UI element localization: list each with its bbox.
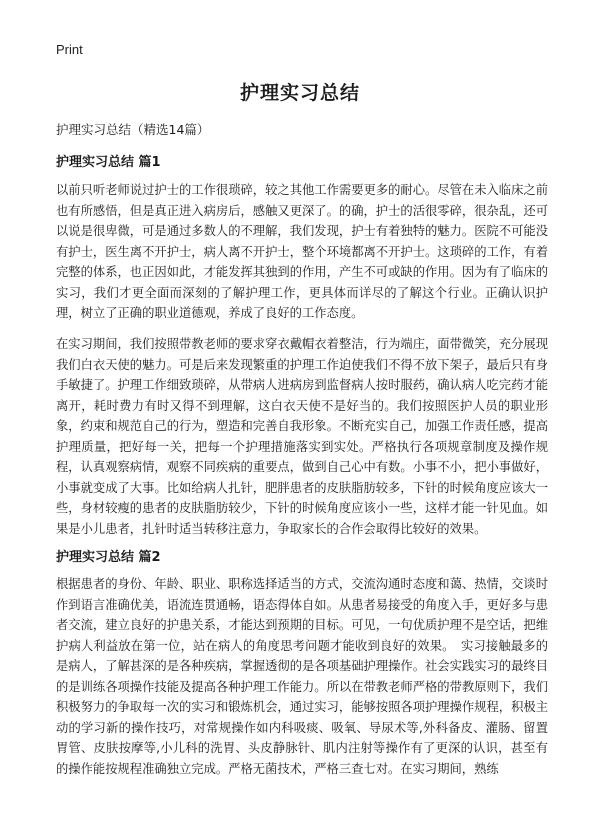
print-label: Print [56,42,83,57]
section-1-paragraph-2: 在实习期间，我们按照带教老师的要求穿衣戴帽衣着整洁，行为端庄，面带微笑，充分展现我们白衣天使的魅力。可是后来发现繁重的护理工作迫使我们不得不放下架子，最后只有身手敏捷了。护理工作细致琐碎，从带病人进病房到监督病人按时服药，确认病人吃完药才能离开，耗时费力有时又得不到理解，这白衣天使不是好当的。我们按照医护人员的职业形象，约束和规范自己的行为，塑造和完善自我形象。不断充实自己，加强工作责任感，提高护理质量，把好每一关，把每一个护理措施落实到实处。严格执行各项规章制度及操作规程，认真观察病情，观察不同疾病的重要点，做到自己心中有数。小事不小，把小事做好，小事就变成了大事。比如给病人扎针，肥胖患者的皮肤脂肪较多，下针的时候角度应该大一些，身材较瘦的患者的皮肤脂肪较少，下针的时候角度应该小一些，这样才能一针见血。如果是小儿患者，扎针时适当转移注意力，争取家长的合作会取得比较好的效果。 [56,337,548,536]
section-heading-2: 护理实习总结 篇2 [56,550,161,565]
document-title: 护理实习总结 [239,82,360,104]
section-heading-1: 护理实习总结 篇1 [56,155,161,170]
section-1-paragraph-1: 以前只听老师说过护士的工作很琐碎，较之其他工作需要更多的耐心。尽管在未入临床之前也有所感悟，但是真正进入病房后，感触又更深了。的确，护士的活很零碎，很杂乱，还可以说是很卑微，可是通过多数人的不理解，我们发现，护士有着独特的魅力。医院不可能没有护士，医生离不开护士，病人离不开护士，整个环境都离不开护士。这琐碎的工作，有着完整的体系，也正因如此，才能发挥其独到的作用，产生不可或缺的作用。因为有了临床的实习，我们才更全面而深刻的了解护理工作，更具体而详尽的了解这个行业。正确认识护理，树立了正确的职业道德观，养成了良好的工作态度。 [56,183,548,320]
section-2-paragraph-1: 根据患者的身份、年龄、职业、职称选择适当的方式，交流沟通时态度和蔼、热情，交谈时作到语言准确优美，语流连贯通畅，语态得体自如。从患者易接受的角度入手，更好多与患者交流，建立良好的护患关系，才能达到预期的目标。可见，一句优质护理不是空话，把维护病人利益放在第一位，站在病人的角度思考问题才能收到良好的效果。 实习接触最多的是病人，了解甚深的是各种疾病，掌握透彻的是各项基础护理操作。社会实践实习的最终目的是训练各项操作技能及提高各种护理工作能力。所以在带教老师严格的带教原则下，我们积极努力的争取每一次的实习和锻炼机会，通过实习，能够按照各项护理操作规程，积极主动的学习新的操作技巧，对常规操作如内科吸痰、吸氧、导尿术等,外科备皮、灌肠、留置胃管、皮肤按摩等,小儿科的洗胃、头皮静脉针、肌内注射等操作有了更深的认识，甚至有的操作能按规程准确独立完成。严格无菌技术，严格三查七对。在实习期间，熟练 [56,577,548,776]
document-subtitle: 护理实习总结（精选14篇） [56,122,210,137]
